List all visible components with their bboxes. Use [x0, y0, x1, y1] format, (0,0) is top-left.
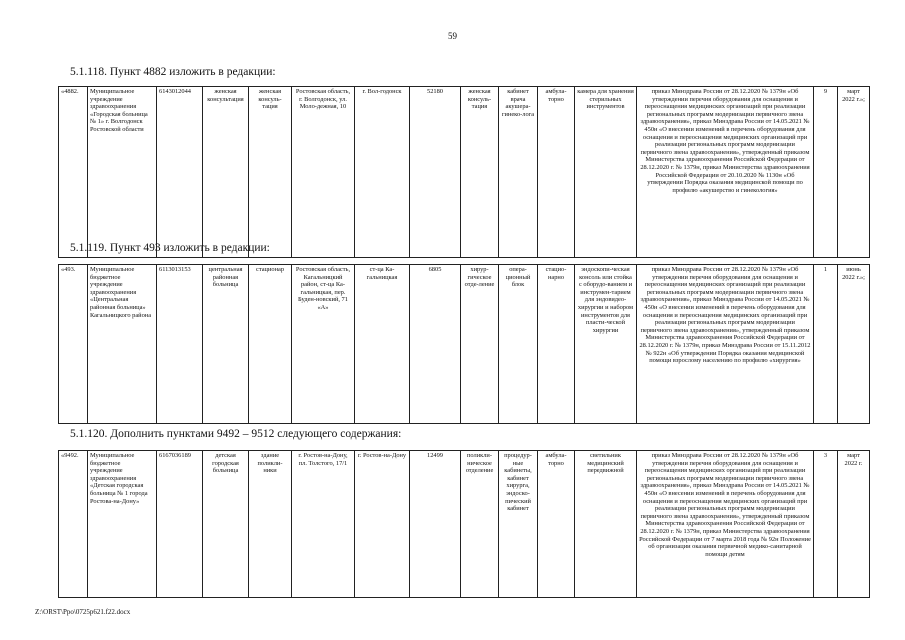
table-row	[59, 265, 870, 424]
page-number: 59	[448, 31, 457, 41]
table-row	[59, 451, 870, 598]
section-heading-5-1-118: 5.1.118. Пункт 4882 изложить в редакции:	[70, 66, 276, 78]
section-heading-5-1-120: 5.1.120. Дополнить пунктами 9492 – 9512 следующего содержания:	[70, 428, 402, 440]
cell-code: 6805	[410, 265, 461, 424]
cell-quantity: 1	[814, 265, 838, 424]
cell-date: март 2022 г.»;	[838, 87, 870, 258]
cell-quantity: 9	[814, 87, 838, 258]
cell-organization: Муниципальное учреждение здравоохранения «Городская больница № 1» г. Волгодонск Ростовской области	[88, 87, 157, 258]
amendment-table-9492	[58, 450, 870, 598]
cell-code: 12499	[410, 451, 461, 598]
cell-address: г. Ростов-на-Дону, пл. Толстого, 17/1	[292, 451, 355, 598]
cell-regulatory-order: приказ Минздрава России от 28.12.2020 № 1379н «Об утверждении перечня оборудования для оснащения и переоснащения медицинских организаций при реализации региональных программ модернизации первичного звена здравоохранения», приказ Минздрава России от 14.05.2021 № 450н «О внесении изменений в перечень оборудования для оснащения и переоснащения медицинских организаций при реализации региональных программ модернизации первичного звена здравоохранения», утвержденный приказом Министерства здравоохранения Российской Федерации от 28.12.2020 г. № 1379н, приказ Минздрава России от 15.11.2012 № 922н «Об утверждении Порядка оказания медицинской помощи взрослому населению по профилю «хирургия»	[637, 265, 814, 424]
cell-care-type: амбула-торно	[538, 451, 575, 598]
cell-quantity: 3	[814, 451, 838, 598]
table-row	[59, 87, 870, 258]
cell-date: март 2022 г.	[838, 451, 870, 598]
cell-care-type: амбула-торно	[538, 87, 575, 258]
cell-equipment: светильник медицинский передвижной	[575, 451, 637, 598]
cell-inn: 6113013153	[157, 265, 203, 424]
cell-equipment: эндоскопи-ческая консоль или стойка с оборудо-ванием и инструмен-тарием для эндовидео-хирургии и набором инструментов для пласти-ческой хирургии	[575, 265, 637, 424]
cell-code: 52180	[410, 87, 461, 258]
section-heading-5-1-119: 5.1.119. Пункт 493 изложить в редакции:	[70, 242, 270, 254]
cell-municipality: г. Ростов-на-Дону	[355, 451, 410, 598]
cell-organization: Муниципальное бюджетное учреждение здравоохранения «Детская городская больница № 1 города Ростова-на-Дону»	[88, 451, 157, 598]
footer-file-path: Z:\ORST\Ppo\0725p621.f22.docx	[35, 608, 131, 616]
amendment-table-493	[58, 264, 870, 424]
cell-unit: поликли-ническое отделение	[461, 451, 499, 598]
cell-regulatory-order: приказ Минздрава России от 28.12.2020 № 1379н «Об утверждении перечня оборудования для оснащения и переоснащения медицинских организаций при реализации региональных программ модернизации первичного звена здравоохранения», приказ Минздрава России от 14.05.2021 № 450н «О внесении изменений в перечень оборудования для оснащения и переоснащения медицинских организаций при реализации региональных программ модернизации первичного звена здравоохранения», утвержденный приказом Министерства здравоохранения Российской Федерации от 28.12.2020 г. № 1379н, приказ Министерства здравоохранения Российской Федерации от 7 марта 2018 года № 92н Положение об организации оказания первичной медико-санитарной помощи детям	[637, 451, 814, 598]
cell-subdivision: стационар	[249, 265, 292, 424]
cell-unit: женская консуль-тация	[461, 87, 499, 258]
cell-equipment: камера для хранения стерильных инструментов	[575, 87, 637, 258]
cell-item-number: «4882.	[59, 87, 88, 258]
cell-inn: 6143012044	[157, 87, 203, 258]
cell-item-number: «9492.	[59, 451, 88, 598]
amendment-table-4882	[58, 86, 870, 258]
cell-room: кабинет врача акушера-гинеко-лога	[499, 87, 538, 258]
cell-subdivision: здание поликли-ники	[249, 451, 292, 598]
cell-facility-type: детская городская больница	[203, 451, 249, 598]
cell-item-number: «493.	[59, 265, 88, 424]
cell-date: июнь 2022 г.»;	[838, 265, 870, 424]
cell-room: опера-ционный блок	[499, 265, 538, 424]
cell-facility-type: центральная районная больница	[203, 265, 249, 424]
cell-regulatory-order: приказ Минздрава России от 28.12.2020 № 1379н «Об утверждении перечня оборудования для оснащения и переоснащения медицинских организаций при реализации региональных программ модернизации первичного звена здравоохранения», приказ Минздрава России от 14.05.2021 № 450н «О внесении изменений в перечень оборудования для оснащения и переоснащения медицинских организаций при реализации региональных программ модернизации первичного звена здравоохранения», утвержденный приказом Министерства здравоохранения Российской Федерации от 28.12.2020 г. № 1379н, приказ Министерства здравоохранения Российской Федерации от 20.10.2020 № 1130н «Об утверждении Порядка оказания медицинской помощи по профилю «акушерство и гинекология»	[637, 87, 814, 258]
cell-subdivision: женская консуль-тация	[249, 87, 292, 258]
cell-address: Ростовская область, Кагальницкий район, ст-ца Ка-гальницкая, пер. Буден-новский, 71 «А»	[292, 265, 355, 424]
cell-room: процедур-ные кабинеты, кабинет хирурга, эндоско-пический кабинет	[499, 451, 538, 598]
cell-address: Ростовская область, г. Волгодонск, ул. Моло-дежная, 10	[292, 87, 355, 258]
cell-facility-type: женская консультация	[203, 87, 249, 258]
cell-care-type: стацио-нарно	[538, 265, 575, 424]
cell-organization: Муниципальное бюджетное учреждение здравоохранения «Центральная районная больница» Кагальницкого района	[88, 265, 157, 424]
cell-unit: хирур-гическое отде-ление	[461, 265, 499, 424]
cell-municipality: г. Вол-годонск	[355, 87, 410, 258]
cell-inn: 6167036189	[157, 451, 203, 598]
cell-municipality: ст-ца Ка-гальницкая	[355, 265, 410, 424]
